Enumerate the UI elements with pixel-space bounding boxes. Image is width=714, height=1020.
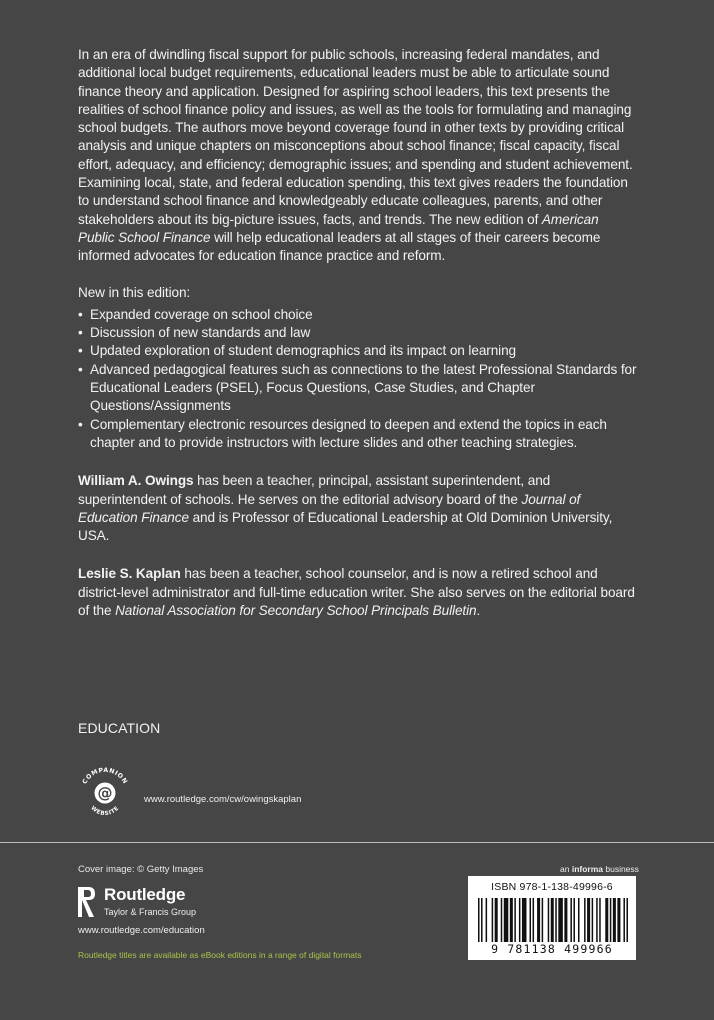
- isbn-barcode-block: [468, 876, 636, 960]
- publisher-link[interactable]: www.routledge.com/education: [78, 925, 205, 936]
- cover-image-credit: Cover image: © Getty Images: [78, 864, 204, 875]
- feature-item: • Discussion of new standards and law: [78, 324, 638, 342]
- publisher-subtitle: Taylor & Francis Group: [104, 907, 197, 917]
- barcode-digits: 9 781138 499966: [491, 942, 613, 956]
- author-bio-owings: William A. Owings has been a teacher, principal, assistant superintendent, and superintendent of schools. He serves on the editorial advisory board of the Journal of Education Finance and is Professor of Educational Leadership at Old Dominion University, USA.: [78, 473, 613, 544]
- feature-item: • Complementary electronic resources designed to deepen and extend the topics in each chapter and to provide instructors with lecture slides and other teaching strategies.: [78, 416, 638, 453]
- journal-title: Journal of Education Finance: [78, 491, 581, 525]
- routledge-logo-icon: [78, 885, 98, 919]
- feature-item: • Expanded coverage on school choice: [78, 306, 638, 324]
- barcode-icon: [478, 898, 628, 942]
- new-edition-heading: New in this edition:: [78, 284, 191, 300]
- informa-business-label: an informa business: [560, 864, 639, 874]
- ebook-note: Routledge titles are available as eBook editions in a range of digital formats: [78, 950, 362, 960]
- companion-website-icon: [76, 764, 134, 822]
- svg-text:COMPANION: COMPANION: [81, 766, 129, 786]
- svg-text:@: @: [97, 784, 113, 802]
- description-paragraph: In an era of dwindling fiscal support for public schools, increasing federal mandates, and additional local budget requirements, educational leaders must be able to articulate sound finance theory and application. Designed for aspiring school leaders, this text presents the realities of school finance policy and issues, as well as the tools for formulating and managing school budgets. The authors move beyond coverage found in other texts by providing critical analysis and unique chapters on misconceptions about school finance; fiscal capacity, fiscal effort, adequacy, and efficiency; demographic issues; and spending and student achievement. Examining local, state, and federal education spending, this text gives readers the foundation to understand school finance and knowledgeably educate colleagues, parents, and other stakeholders about its big-picture issues, facts, and trends. The new edition of American Public School Finance will help educational leaders at all stages of their careers become informed advocates for education finance practice and reform.: [78, 47, 633, 264]
- author-name: Leslie S. Kaplan: [78, 566, 181, 582]
- isbn-label: ISBN 978-1-138-49996-6: [491, 881, 613, 893]
- feature-list: [78, 306, 638, 452]
- author-name: William A. Owings: [78, 473, 194, 489]
- subject-category: EDUCATION: [78, 720, 161, 736]
- svg-text:WEBSITE: WEBSITE: [89, 805, 121, 818]
- feature-item: • Updated exploration of student demographics and its impact on learning: [78, 342, 638, 360]
- back-cover-blurb: [78, 46, 638, 620]
- feature-item: • Advanced pedagogical features such as connections to the latest Professional Standards for Educational Leaders (PSEL), Focus Questions, Case Studies, and Chapter Questions/Assignments: [78, 361, 638, 416]
- book-title: American Public School Finance: [78, 211, 599, 245]
- footer-divider: [0, 842, 714, 843]
- journal-title: National Association for Secondary School Principals Bulletin: [115, 603, 477, 619]
- publisher-name: Routledge: [104, 885, 186, 904]
- companion-website-link[interactable]: www.routledge.com/cw/owingskaplan: [144, 794, 302, 805]
- author-bio-kaplan: Leslie S. Kaplan has been a teacher, school counselor, and is now a retired school and district-level administrator and full-time education writer. She also serves on the editorial board of the National Association for Secondary School Principals Bulletin.: [78, 566, 635, 619]
